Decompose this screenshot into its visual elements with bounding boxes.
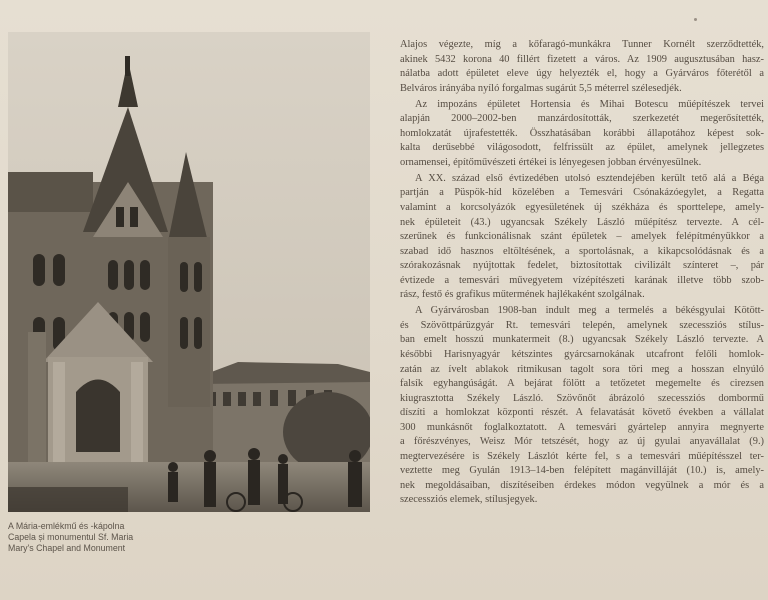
text-line: zatán az ívelt ablakok ritmikusan tagolt sora töri meg a hosszan elnyúló <box>400 363 764 375</box>
text-line: és Szövöttpárüzgyár Rt. temesvári telepén, amelynek szecessziós stílus- <box>400 319 764 331</box>
text-line: Alajos végezte, míg a kőfaragó-munkákra Tunner Kornélt szerződtették, <box>400 39 764 50</box>
page-speck <box>694 18 697 21</box>
caption-romanian: Capela și monumentul Sf. Maria <box>8 532 134 542</box>
text-line: partján a Püspök-híd közelében a Temesvári Csónakázóegylet, a Regatta <box>400 187 764 199</box>
caption-hungarian: A Mária-emlékmű és -kápolna <box>8 521 125 531</box>
text-line: homlokzatát újrafestették. Összhatásában korábbi állapotához képest sok- <box>400 127 764 139</box>
text-line: nek megoldásaiban, díszítéseiben érdekes módon vegyülnek a mór és a <box>400 479 764 491</box>
text-line: szórakozásnak nyújtottak fedelet, biztosítottak civilizált színteret –, pár <box>400 260 764 272</box>
text-line: szecessziós elemek, stílusjegyek. <box>400 494 538 506</box>
text-line: szerűnek és funkcionálisnak szánt épületek – amelyek felépítményükkor a <box>400 231 764 243</box>
text-line: nálatba adott épületet eleve úgy helyezték el, hogy a Gyárváros főterétől a <box>400 68 764 80</box>
text-line: valamint a korcsolyázók egyesületének új székháza és sporttelepe, amely- <box>400 202 764 214</box>
caption-english: Mary's Chapel and Monument <box>8 543 126 553</box>
paragraph <box>400 304 764 508</box>
text-line: rász, festő és grafikus műtermének hajlékaként szolgálnak. <box>400 289 645 301</box>
text-line: évtizede a temesvári művegyetem vízépítészeti karának illetve több szob- <box>400 274 764 286</box>
text-line: A Gyárvárosban 1908-ban indult meg a termelés a békésgyulai Kötött- <box>415 305 764 317</box>
text-line: alapján 2000–2002-ben manzárdosították, szerkezetét megerősítették, <box>400 113 764 125</box>
body-text <box>400 38 764 510</box>
photo-caption <box>8 521 208 554</box>
text-line: kalta derűsebbé világosodott, felfrissült az épület, amelynek jellegzetes <box>400 142 764 154</box>
text-line: A XX. század első évtizedében utolsó esztendejében került tető alá a Béga <box>415 172 764 184</box>
text-line: 300 munkásnőt foglalkoztatott. A temesvári gyártelep annyira megnyerte <box>400 421 764 433</box>
paragraph <box>400 98 764 171</box>
text-line: díszíti a homlokzat központi részét. A felavatását követő években a vállalat <box>400 407 764 419</box>
text-line: szabad idő hasznos eltöltésének, a sportolásnak, a kikapcsolódásnak és a <box>400 245 764 257</box>
text-line: ornamensei, építőművészeti értékei is lényegesen jobban érvényesülnek. <box>400 156 702 168</box>
paragraph <box>400 172 764 303</box>
text-line: Az impozáns épületet Hortensia és Mihai Botescu műépítészek tervei <box>415 98 764 110</box>
text-line: későbbi Harisnyagyár kétszintes gyárcsarnokának utcafront felőli homlok- <box>400 348 764 360</box>
text-line: veztette meg Gyulán 1913–14-ben felépített magánvilláját (10.) is, amely- <box>400 465 764 477</box>
text-line: megtervezésére is Székely Lászlót kérte fel, s a temesvári műépítésszel ter- <box>400 450 764 462</box>
photo-illustration <box>8 32 370 512</box>
text-line: ban emelt hosszú munkatermeit (8.) ugyancsak Székely László tervezte. A <box>400 334 764 346</box>
text-line: a főrészvényes, Weisz Mór tetszését, hogy az új gyulai anyavállalat (9.) <box>400 436 764 448</box>
text-line: nek épületeit (43.) ugyancsak Székely László műépítész tervezte. A cél- <box>400 216 764 228</box>
text-line: Belváros irányába nyíló forgalmas sugárút 5,5 méterrel szélesedjék. <box>400 82 682 94</box>
text-line: kiugrasztotta Székely László. Szövőnőt ábrázoló szecessziós dombormű <box>400 392 764 404</box>
historic-photo <box>8 32 370 512</box>
paragraph <box>400 38 764 96</box>
text-line: akinek 5432 korona 40 fillért fizetett a város. Az 1909 augusztusában hasz- <box>400 53 764 65</box>
text-line: falsík egyhangúságát. A bejárat fölött a tetőzetet megemelte és cirezsen <box>400 378 764 390</box>
